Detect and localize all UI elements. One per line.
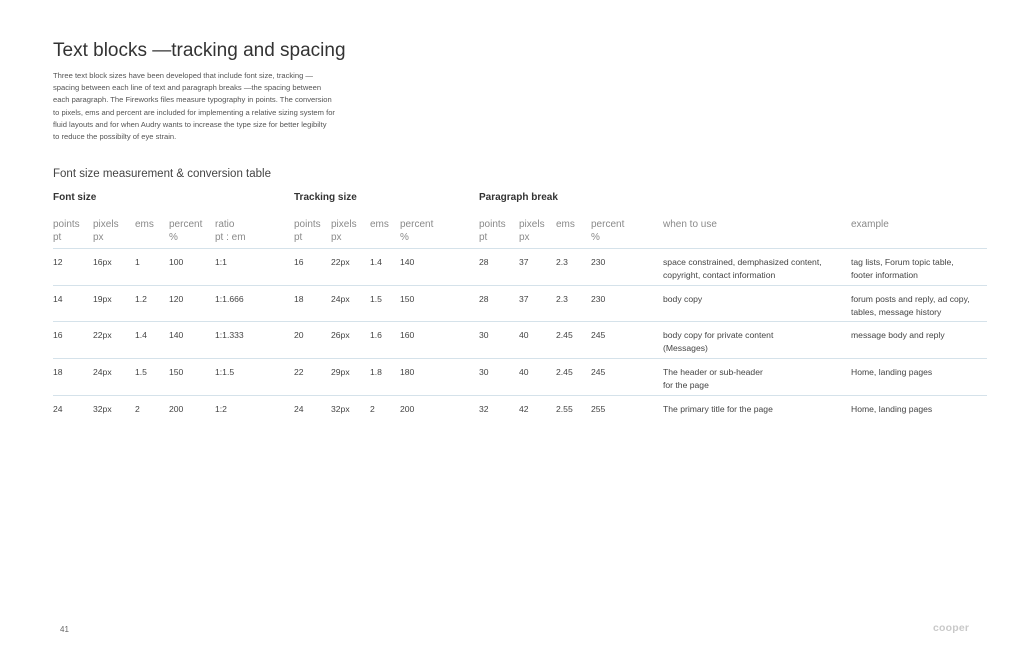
table-cell-ems: 2.3 (556, 257, 568, 267)
table-cell-example (851, 293, 970, 319)
table-cell-percent: 230 (591, 257, 606, 267)
table-cell-line: (Messages) (663, 343, 708, 353)
table-title: Font size measurement & conversion table (53, 168, 271, 180)
table-cell-line: body copy (663, 294, 703, 304)
column-header-points (294, 218, 321, 244)
table-cell-line: message body and reply (851, 330, 945, 340)
table-cell-percent: 245 (591, 330, 606, 340)
table-cell-example (851, 256, 954, 282)
column-header-example (851, 218, 889, 244)
table-cell-line: forum posts and reply, ad copy, (851, 294, 970, 304)
page-title: Text blocks —tracking and spacing (53, 40, 346, 61)
column-header-line (851, 231, 889, 244)
table-cell-pixels: 42 (519, 404, 529, 414)
table-cell-pixels: 32px (331, 404, 350, 414)
table-cell-ems: 2.55 (556, 404, 573, 414)
table-cell-pixels: 40 (519, 367, 529, 377)
table-cell-ems: 1.5 (370, 294, 382, 304)
table-cell-percent: 120 (169, 294, 184, 304)
intro-line: to pixels, ems and percent are included for implementing a relative sizing system for (53, 107, 335, 117)
table-cell-points: 14 (53, 294, 63, 304)
table-cell-percent: 160 (400, 330, 415, 340)
table-cell-ems: 2.45 (556, 330, 573, 340)
row-divider (53, 285, 987, 286)
table-cell-line: The primary title for the page (663, 404, 773, 414)
column-header-percent (400, 218, 433, 244)
column-header-line: ems (135, 219, 154, 230)
table-cell-example (851, 366, 932, 379)
table-cell-ems: 1.5 (135, 367, 147, 377)
table-cell-ems: 2 (370, 404, 375, 414)
column-header-pixels (331, 218, 357, 244)
table-cell-points: 20 (294, 330, 304, 340)
column-header-line (370, 231, 389, 244)
table-cell-percent: 255 (591, 404, 606, 414)
table-cell-points: 28 (479, 294, 489, 304)
intro-line: spacing between each line of text and paragraph breaks —the spacing between (53, 83, 322, 93)
column-header-ems (135, 218, 154, 244)
table-cell-points: 32 (479, 404, 489, 414)
table-cell-pixels: 19px (93, 294, 112, 304)
column-header-pixels (519, 218, 545, 244)
cooper-logo: cooper (933, 622, 970, 634)
table-cell-points: 22 (294, 367, 304, 377)
table-cell-line: Home, landing pages (851, 404, 933, 414)
table-cell-pixels: 32px (93, 404, 112, 414)
table-cell-ems: 2.45 (556, 367, 573, 377)
table-cell-when-to-use (663, 293, 702, 306)
table-cell-pixels: 22px (331, 257, 350, 267)
table-cell-ems: 1.2 (135, 294, 147, 304)
table-cell-percent: 245 (591, 367, 606, 377)
table-cell-ems: 2 (135, 404, 140, 414)
table-cell-line: Home, landing pages (851, 367, 933, 377)
column-header-line: % (400, 232, 409, 243)
column-header-line: px (519, 232, 530, 243)
column-header-when-to-use (663, 218, 717, 244)
table-cell-line: for the page (663, 380, 709, 390)
table-cell-line: tables, message history (851, 307, 942, 317)
column-header-line: pt (294, 232, 303, 243)
table-cell-when-to-use (663, 329, 773, 355)
table-cell-ratio: 1:1 (215, 257, 227, 267)
column-header-line: ratio (215, 219, 235, 230)
group-title-font-size: Font size (53, 192, 97, 203)
intro-line: each paragraph. The Fireworks files measure typography in points. The conversion (53, 95, 332, 105)
table-cell-percent: 140 (169, 330, 184, 340)
column-header-line: pixels (331, 219, 357, 230)
table-cell-ratio: 1:1.5 (215, 367, 235, 377)
table-cell-points: 16 (53, 330, 63, 340)
page-number: 41 (60, 625, 69, 634)
table-cell-points: 28 (479, 257, 489, 267)
table-cell-line: space constrained, demphasized content, (663, 257, 822, 267)
table-cell-points: 16 (294, 257, 304, 267)
table-cell-example (851, 329, 945, 342)
table-cell-line: body copy for private content (663, 330, 774, 340)
table-cell-points: 30 (479, 330, 489, 340)
table-cell-pixels: 37 (519, 294, 529, 304)
column-header-line: points (53, 219, 80, 230)
intro-line: fluid layouts and for when Audry wants to increase the type size for better legibilty (53, 119, 327, 129)
table-cell-percent: 180 (400, 367, 415, 377)
column-header-line: pt (479, 232, 488, 243)
table-cell-pixels: 26px (331, 330, 350, 340)
table-cell-points: 18 (53, 367, 63, 377)
table-cell-ems: 1.6 (370, 330, 382, 340)
table-cell-percent: 150 (400, 294, 415, 304)
table-cell-ems: 2.3 (556, 294, 568, 304)
table-cell-line: copyright, contact information (663, 270, 776, 280)
column-header-line: % (169, 232, 178, 243)
column-header-line: px (93, 232, 104, 243)
row-divider (53, 358, 987, 359)
table-cell-percent: 100 (169, 257, 184, 267)
group-title-tracking-size: Tracking size (294, 192, 357, 203)
table-cell-percent: 200 (169, 404, 184, 414)
table-cell-pixels: 40 (519, 330, 529, 340)
column-header-ems (556, 218, 575, 244)
column-header-percent (169, 218, 202, 244)
table-cell-ems: 1.4 (135, 330, 147, 340)
column-header-line: ems (370, 219, 389, 230)
column-header-line: px (331, 232, 342, 243)
intro-line: Three text block sizes have been developed that include font size, tracking — (53, 71, 314, 80)
table-cell-when-to-use (663, 403, 773, 416)
table-cell-ems: 1 (135, 257, 140, 267)
column-header-line (556, 231, 575, 244)
table-cell-ratio: 1:1.333 (215, 330, 244, 340)
table-cell-points: 18 (294, 294, 304, 304)
column-header-line: ems (556, 219, 575, 230)
table-cell-example (851, 403, 932, 416)
column-header-line: percent (169, 219, 203, 230)
column-header-line: pt (53, 232, 62, 243)
table-cell-percent: 230 (591, 294, 606, 304)
table-cell-line: footer information (851, 270, 918, 280)
row-divider (53, 321, 987, 322)
table-cell-pixels: 29px (331, 367, 350, 377)
row-divider (53, 395, 987, 396)
table-cell-percent: 140 (400, 257, 415, 267)
table-cell-points: 12 (53, 257, 63, 267)
column-header-line (135, 231, 154, 244)
table-cell-when-to-use (663, 366, 763, 392)
group-title-paragraph-break: Paragraph break (479, 192, 558, 203)
column-header-line (663, 231, 717, 244)
table-cell-ems: 1.4 (370, 257, 382, 267)
table-cell-percent: 200 (400, 404, 415, 414)
column-header-points (479, 218, 506, 244)
column-header-line: percent (400, 219, 434, 230)
table-cell-pixels: 24px (93, 367, 112, 377)
column-header-line: when to use (663, 219, 717, 230)
column-header-line: example (851, 219, 889, 230)
table-cell-pixels: 16px (93, 257, 112, 267)
intro-line: to reduce the possibilty of eye strain. (53, 132, 177, 142)
column-header-line: pixels (519, 219, 545, 230)
column-header-ems (370, 218, 389, 244)
table-cell-pixels: 22px (93, 330, 112, 340)
table-cell-points: 24 (53, 404, 63, 414)
column-header-percent (591, 218, 624, 244)
table-cell-ratio: 1:1.666 (215, 294, 244, 304)
column-header-line: points (479, 219, 506, 230)
column-header-pixels (93, 218, 119, 244)
table-cell-pixels: 24px (331, 294, 350, 304)
column-header-line: percent (591, 219, 625, 230)
table-cell-points: 30 (479, 367, 489, 377)
table-cell-ems: 1.8 (370, 367, 382, 377)
table-cell-when-to-use (663, 256, 822, 282)
column-header-line: points (294, 219, 321, 230)
column-header-line: % (591, 232, 600, 243)
table-cell-pixels: 37 (519, 257, 529, 267)
column-header-points (53, 218, 80, 244)
column-header-ratio (215, 218, 246, 244)
table-cell-points: 24 (294, 404, 304, 414)
table-cell-line: The header or sub-header (663, 367, 763, 377)
column-header-line: pt : em (215, 232, 246, 243)
table-cell-ratio: 1:2 (215, 404, 227, 414)
intro-paragraph (53, 70, 353, 143)
column-header-line: pixels (93, 219, 119, 230)
table-cell-line: tag lists, Forum topic table, (851, 257, 954, 267)
row-divider (53, 248, 987, 249)
table-cell-percent: 150 (169, 367, 184, 377)
